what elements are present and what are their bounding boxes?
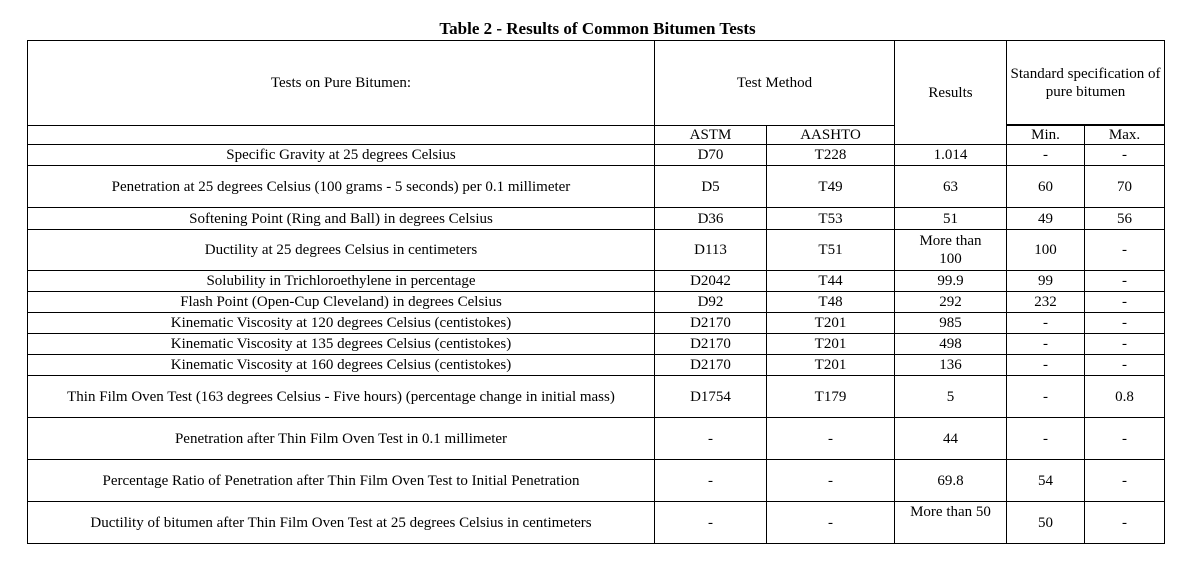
result-value: 63 bbox=[895, 166, 1007, 208]
astm-code: D113 bbox=[655, 230, 767, 271]
table-row bbox=[28, 376, 1165, 418]
astm-code: - bbox=[655, 418, 767, 460]
aashto-code: T201 bbox=[767, 334, 895, 355]
max-value: - bbox=[1085, 460, 1165, 502]
astm-code: D36 bbox=[655, 208, 767, 230]
test-name: Percentage Ratio of Penetration after Thin Film Oven Test to Initial Penetration bbox=[28, 460, 655, 502]
astm-code: - bbox=[655, 502, 767, 544]
test-name: Kinematic Viscosity at 120 degrees Celsius (centistokes) bbox=[28, 313, 655, 334]
aashto-code: T201 bbox=[767, 313, 895, 334]
max-value: - bbox=[1085, 145, 1165, 166]
min-value: 60 bbox=[1007, 166, 1085, 208]
table-title: Table 2 - Results of Common Bitumen Tests bbox=[439, 19, 756, 38]
result-value: 292 bbox=[895, 292, 1007, 313]
min-value: - bbox=[1007, 145, 1085, 166]
test-name: Penetration at 25 degrees Celsius (100 grams - 5 seconds) per 0.1 millimeter bbox=[28, 166, 655, 208]
header-row-1 bbox=[28, 41, 1165, 125]
header-min: Min. bbox=[1007, 126, 1085, 145]
test-name: Penetration after Thin Film Oven Test in 0.1 millimeter bbox=[28, 418, 655, 460]
result-value: 99.9 bbox=[895, 271, 1007, 292]
aashto-code: T228 bbox=[767, 145, 895, 166]
max-value: - bbox=[1085, 313, 1165, 334]
max-value: - bbox=[1085, 271, 1165, 292]
result-value: 5 bbox=[895, 376, 1007, 418]
max-value: 70 bbox=[1085, 166, 1165, 208]
test-name: Specific Gravity at 25 degrees Celsius bbox=[28, 145, 655, 166]
astm-code: D92 bbox=[655, 292, 767, 313]
table-row bbox=[28, 145, 1165, 166]
table-row bbox=[28, 208, 1165, 230]
aashto-code: - bbox=[767, 460, 895, 502]
table-row bbox=[28, 502, 1165, 544]
result-value: 51 bbox=[895, 208, 1007, 230]
header-results: Results bbox=[895, 41, 1007, 145]
astm-code: D5 bbox=[655, 166, 767, 208]
min-value: 54 bbox=[1007, 460, 1085, 502]
aashto-code: T49 bbox=[767, 166, 895, 208]
header-tests: Tests on Pure Bitumen: bbox=[28, 41, 655, 126]
max-value: 56 bbox=[1085, 208, 1165, 230]
table-row bbox=[28, 230, 1165, 271]
result-value: More than 50 bbox=[895, 502, 1007, 544]
aashto-code: T51 bbox=[767, 230, 895, 271]
result-value: More than 100 bbox=[895, 230, 1007, 271]
max-value: - bbox=[1085, 230, 1165, 271]
header-standard: Standard specification of pure bitumen bbox=[1007, 41, 1165, 125]
test-name: Softening Point (Ring and Ball) in degrees Celsius bbox=[28, 208, 655, 230]
astm-code: D2170 bbox=[655, 313, 767, 334]
min-value: 49 bbox=[1007, 208, 1085, 230]
max-value: 0.8 bbox=[1085, 376, 1165, 418]
aashto-code: T48 bbox=[767, 292, 895, 313]
max-value: - bbox=[1085, 355, 1165, 376]
min-value: 50 bbox=[1007, 502, 1085, 544]
astm-code: D2042 bbox=[655, 271, 767, 292]
min-value: 99 bbox=[1007, 271, 1085, 292]
test-name: Solubility in Trichloroethylene in percentage bbox=[28, 271, 655, 292]
test-name: Kinematic Viscosity at 160 degrees Celsius (centistokes) bbox=[28, 355, 655, 376]
header-test-method: Test Method bbox=[655, 41, 895, 126]
min-value: 232 bbox=[1007, 292, 1085, 313]
aashto-code: T53 bbox=[767, 208, 895, 230]
table-row bbox=[28, 271, 1165, 292]
table-row bbox=[28, 418, 1165, 460]
table-row bbox=[28, 334, 1165, 355]
min-value: - bbox=[1007, 313, 1085, 334]
header-blank bbox=[28, 126, 655, 145]
table-row bbox=[28, 313, 1165, 334]
astm-code: D2170 bbox=[655, 334, 767, 355]
test-name: Thin Film Oven Test (163 degrees Celsius - Five hours) (percentage change in initial mass) bbox=[28, 376, 655, 418]
min-value: - bbox=[1007, 355, 1085, 376]
aashto-code: T179 bbox=[767, 376, 895, 418]
min-value: 100 bbox=[1007, 230, 1085, 271]
result-value: 985 bbox=[895, 313, 1007, 334]
result-value: 44 bbox=[895, 418, 1007, 460]
table-row bbox=[28, 292, 1165, 313]
header-astm: ASTM bbox=[655, 126, 767, 145]
max-value: - bbox=[1085, 334, 1165, 355]
max-value: - bbox=[1085, 418, 1165, 460]
min-value: - bbox=[1007, 418, 1085, 460]
result-value: 1.014 bbox=[895, 145, 1007, 166]
test-name: Ductility at 25 degrees Celsius in centimeters bbox=[28, 230, 655, 271]
table-row bbox=[28, 460, 1165, 502]
aashto-code: T201 bbox=[767, 355, 895, 376]
result-value: 69.8 bbox=[895, 460, 1007, 502]
test-name: Flash Point (Open-Cup Cleveland) in degrees Celsius bbox=[28, 292, 655, 313]
aashto-code: T44 bbox=[767, 271, 895, 292]
test-name: Ductility of bitumen after Thin Film Oven Test at 25 degrees Celsius in centimeters bbox=[28, 502, 655, 544]
astm-code: - bbox=[655, 460, 767, 502]
result-value: 498 bbox=[895, 334, 1007, 355]
bitumen-results-table bbox=[27, 40, 1165, 544]
astm-code: D2170 bbox=[655, 355, 767, 376]
header-max: Max. bbox=[1085, 126, 1165, 145]
test-name: Kinematic Viscosity at 135 degrees Celsius (centistokes) bbox=[28, 334, 655, 355]
astm-code: D1754 bbox=[655, 376, 767, 418]
min-value: - bbox=[1007, 334, 1085, 355]
aashto-code: - bbox=[767, 502, 895, 544]
max-value: - bbox=[1085, 292, 1165, 313]
header-aashto: AASHTO bbox=[767, 126, 895, 145]
astm-code: D70 bbox=[655, 145, 767, 166]
min-value: - bbox=[1007, 376, 1085, 418]
max-value: - bbox=[1085, 502, 1165, 544]
table-row bbox=[28, 355, 1165, 376]
table-row bbox=[28, 166, 1165, 208]
result-value: 136 bbox=[895, 355, 1007, 376]
aashto-code: - bbox=[767, 418, 895, 460]
